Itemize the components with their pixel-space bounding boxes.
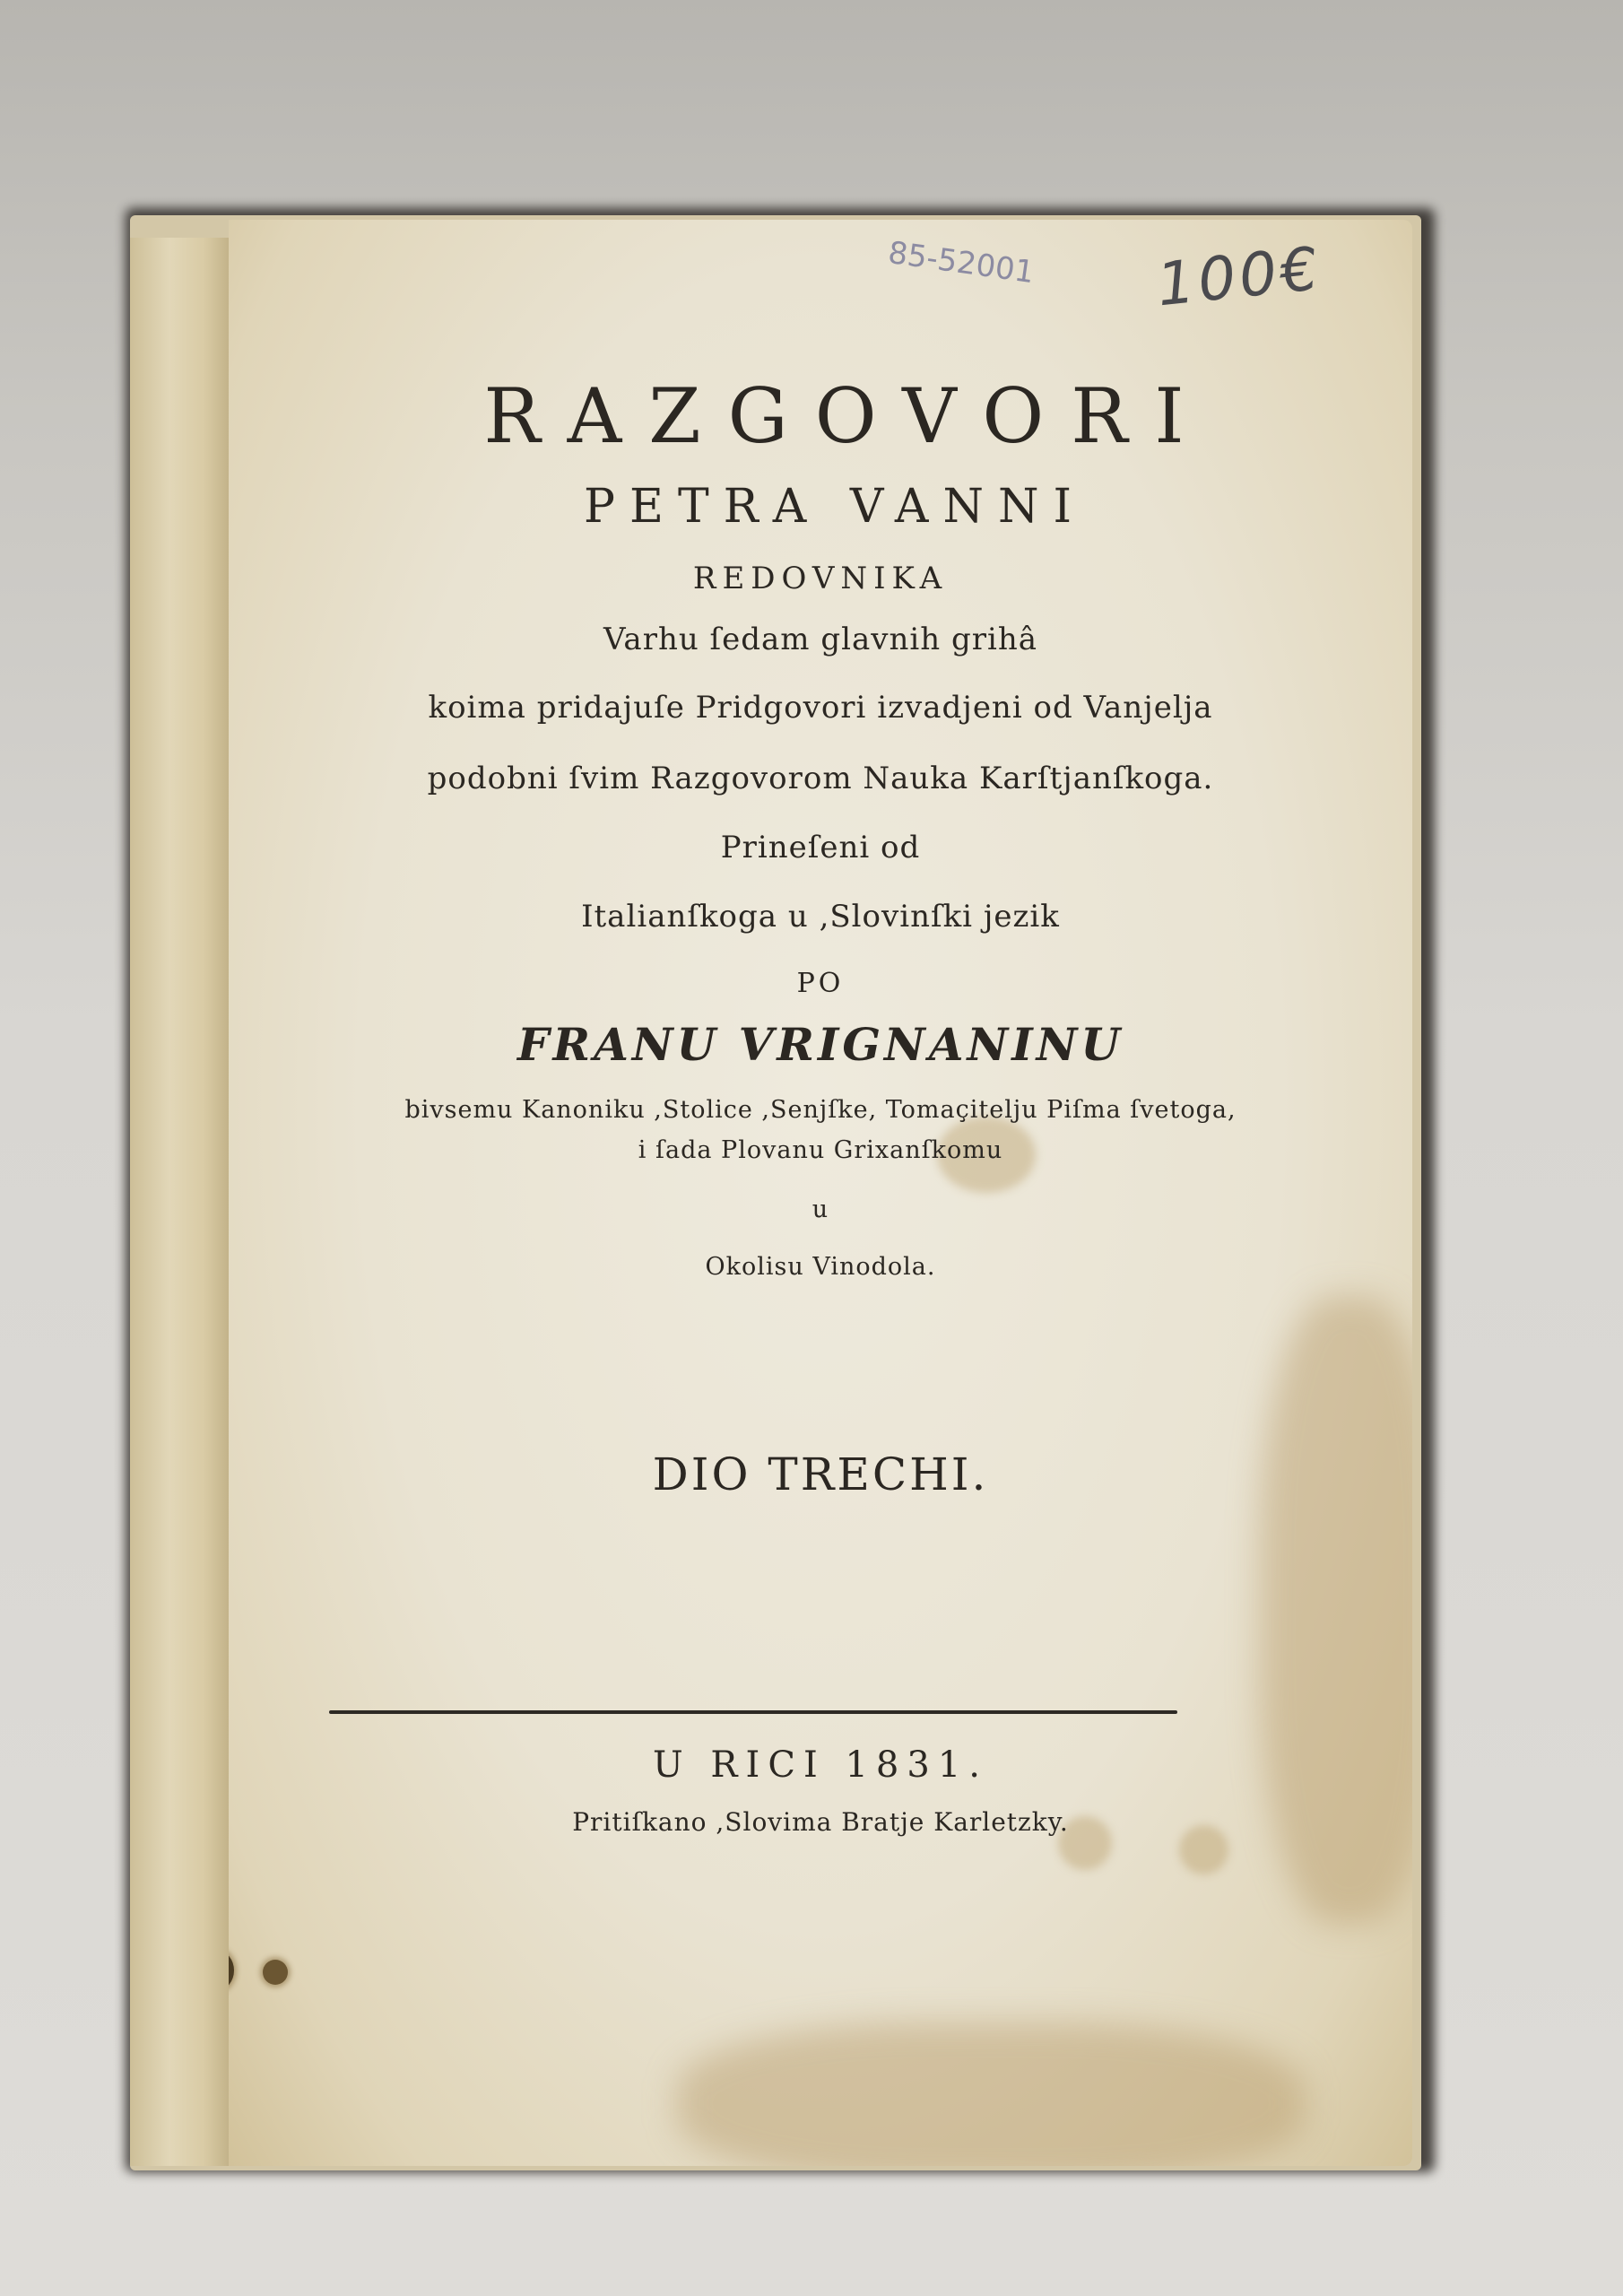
title-page [229,220,1412,2166]
book-spine [130,238,230,2166]
subtitle-line: Prineſeni od [720,830,921,865]
subtitle-line: Italianſkoga u ,Slovinſki jezik [581,899,1060,935]
binding-hole [229,1951,234,1990]
book-title: RAZGOVORI [483,372,1211,460]
author-name: PETRA VANNI [584,480,1086,534]
subtitle-line: koima pridajuſe Pridgovori izvadjeni od Vanjelja [428,690,1213,726]
imprint-place: U RICI 1831. [653,1744,988,1786]
binding-hole [263,1960,288,1985]
price-mark: 100€ [1153,233,1325,320]
translator-detail: i ſada Plovanu Grixanſkomu [638,1136,1003,1164]
translator-detail: bivsemu Kanoniku ,Stolice ,Senjſke, Tomaçitelju Piſma ſvetoga, [404,1096,1237,1124]
translator-detail: u [812,1196,829,1223]
volume-label: DIO TRECHI. [652,1448,989,1500]
translator-name: FRANU VRIGNANINU [517,1018,1124,1071]
imprint-printer: Pritiſkano ,Slovima Bratje Karletzky. [572,1807,1069,1837]
subtitle-line: Varhu ſedam glavnih grihâ [603,622,1037,657]
edge-stain-bottom [677,2022,1305,2166]
divider-rule [329,1710,1177,1714]
subtitle-line: PO [796,968,845,999]
subtitle-line: podobni ſvim Razgovorom Nauka Karſtjanſkoga. [427,761,1214,796]
inventory-number: 85-52001 [886,234,1037,291]
author-order: REDOVNIKA [692,561,949,596]
translator-detail: Okolisu Vinodola. [705,1253,936,1281]
